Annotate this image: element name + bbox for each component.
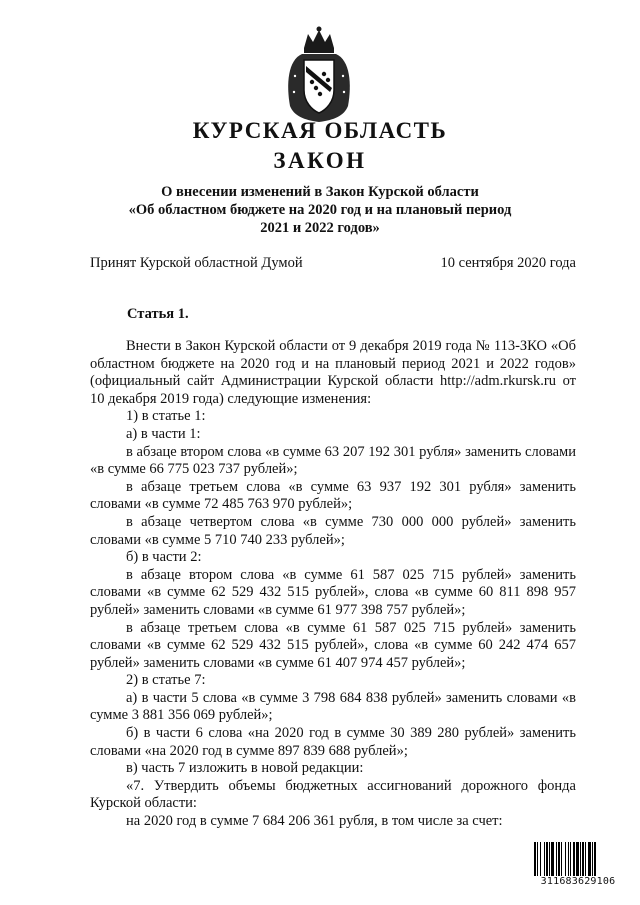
paragraph: в абзаце втором слова «в сумме 61 587 025 715 рублей» заменить словами «в сумме 62 529 432 515 рублей», слова «в сумме 60 811 898 957 рублей» заменить словами «в сумме 61 977 398 757 рублей»; [90, 566, 576, 618]
paragraph: а) в части 1: [126, 425, 201, 442]
document-type-title: ЗАКОН [273, 148, 367, 173]
adopted-by: Принят Курской областной Думой [90, 255, 303, 271]
paragraph: Внести в Закон Курской области от 9 декабря 2019 года № 113-ЗКО «Об областном бюджете на 2020 год и на плановый период 2021 и 2022 годов» (официальный сайт Администрации Курской области http://adm.rkursk.ru от 10 декабря 2019 года) следующие изменения: [90, 338, 576, 407]
paragraph: 1) в статье 1: [126, 408, 206, 425]
paragraph: б) в части 2: [126, 549, 202, 566]
article-body [90, 338, 576, 831]
paragraph: «7. Утвердить объемы бюджетных ассигнований дорожного фонда Курской области: [90, 777, 576, 812]
article-title: Статья 1. [127, 306, 189, 322]
subtitle-line: «Об областном бюджете на 2020 год и на плановый период [128, 202, 512, 218]
adoption-date: 10 сентября 2020 года [440, 255, 576, 271]
paragraph: на 2020 год в сумме 7 684 206 361 рубля, в том числе за счет: [126, 813, 503, 830]
paragraph: а) в части 5 слова «в сумме 3 798 684 838 рублей» заменить словами «в сумме 3 881 356 069 рублей»; [90, 689, 576, 724]
law-subtitle [90, 183, 550, 237]
subtitle-line: 2021 и 2022 годов» [260, 220, 380, 236]
paragraph: 2) в статье 7: [126, 672, 206, 689]
paragraph: в) часть 7 изложить в новой редакции: [126, 760, 364, 777]
paragraph: в абзаце третьем слова «в сумме 61 587 025 715 рублей» заменить словами «в сумме 62 529 432 515 рублей», слова «в сумме 60 242 474 657 рублей» заменить словами «в сумме 61 407 974 457 рублей»; [90, 619, 576, 671]
region-title: КУРСКАЯ ОБЛАСТЬ [192, 118, 448, 143]
paragraph: б) в части 6 слова «на 2020 год в сумме 30 389 280 рублей» заменить словами «на 2020 год в сумме 897 839 688 рублей»; [90, 725, 576, 759]
paragraph: в абзаце третьем слова «в сумме 63 937 192 301 рубля» заменить словами «в сумме 72 485 763 970 рублей»; [90, 478, 576, 513]
subtitle-line: О внесении изменений в Закон Курской области [161, 184, 479, 200]
barcode-number: 311683629106 [531, 876, 625, 887]
paragraph: в абзаце втором слова «в сумме 63 207 192 301 рубля» заменить словами «в сумме 66 775 023 737 рублей»; [90, 443, 576, 478]
coat-of-arms-icon [282, 26, 356, 124]
paragraph: в абзаце четвертом слова «в сумме 730 000 000 рублей» заменить словами «в сумме 5 710 740 233 рублей»; [90, 513, 576, 548]
